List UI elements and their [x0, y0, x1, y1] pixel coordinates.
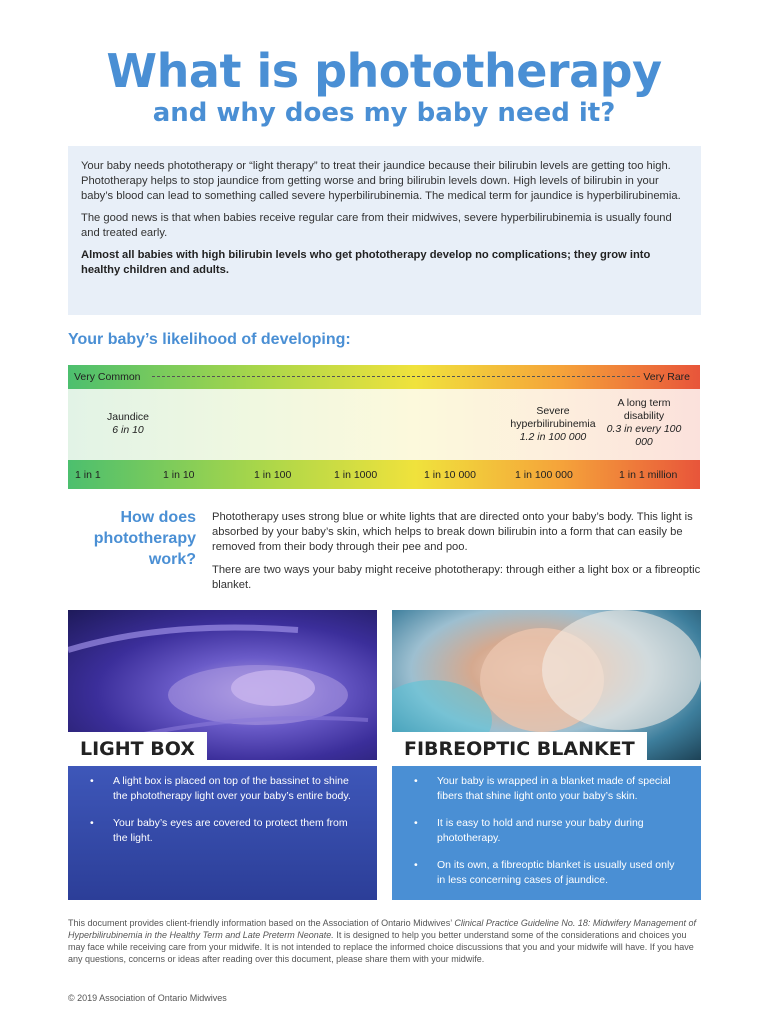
- scale-tick: 1 in 10: [163, 469, 195, 481]
- intro-box: [68, 146, 701, 315]
- fibreoptic-title: FIBREOPTIC BLANKET: [392, 732, 647, 766]
- footer-text-b: It is designed to help you better understand some of the considerations and choices you may face while receiving care from your midwife. It is not intended to replace the informed choice discussions that you and your midwife will have. If you have any questions, concerns or ideas after reading over this document, please share them with your midwife.: [68, 930, 694, 964]
- how-paragraph-2: There are two ways your baby might receive phototherapy: through either a light box or a fibreoptic blanket.: [212, 564, 701, 591]
- how-heading: How does phototherapy work?: [93, 509, 196, 568]
- list-item: • A light box is placed on top of the bassinet to shine the phototherapy light over your baby’s entire body.: [90, 775, 351, 802]
- how-body: [212, 510, 704, 601]
- footer-guideline-title: Clinical Practice Guideline No. 18: Midwifery Management of Hyperbilirubinemia in the Healthy Term and Late Preterm Neonate.: [68, 918, 696, 940]
- item-value: 6 in 10: [112, 424, 144, 436]
- very-rare-label: Very Rare: [643, 371, 690, 383]
- scale-items: [68, 389, 700, 460]
- scale-arrow-line: [152, 376, 640, 378]
- bullet-text: Your baby is wrapped in a blanket made of special fibers that shine light onto your baby’s skin.: [437, 775, 671, 802]
- page-subtitle: and why does my baby need it?: [152, 98, 616, 128]
- list-item: • On its own, a fibreoptic blanket is usually used only in less concerning cases of jaundice.: [414, 859, 675, 886]
- scale-tick: 1 in 1 million: [619, 469, 678, 481]
- light-box-title: LIGHT BOX: [68, 732, 207, 766]
- scale-tick: 1 in 10 000: [424, 469, 476, 481]
- likelihood-scale: [68, 365, 700, 489]
- scale-tick: 1 in 100: [254, 469, 292, 481]
- scale-tick: 1 in 1000: [334, 469, 378, 481]
- scale-bottom-bar: [68, 460, 700, 489]
- bullet-text: A light box is placed on top of the bassinet to shine the phototherapy light over your baby’s entire body.: [113, 775, 351, 802]
- item-value: 0.3 in every 100 000: [606, 423, 682, 448]
- footer-note: [68, 917, 700, 965]
- fibreoptic-body: [392, 766, 701, 900]
- bullet-text: Your baby’s eyes are covered to protect them from the light.: [113, 817, 348, 844]
- light-box-list: [88, 774, 357, 845]
- item-jaundice: [98, 411, 158, 437]
- light-box-body: [68, 766, 377, 900]
- item-name: Jaundice: [106, 411, 150, 423]
- intro-paragraph-1: Your baby needs phototherapy or “light therapy” to treat their jaundice because their bilirubin levels are getting too high. Phototherapy helps to stop jaundice from getting worse and bring bilirubin levels down. High levels of bilirubin in your baby’s blood can lead to something called severe hyperbilirubinemia. The medical term for jaundice is hyperbilirubinemia.: [81, 160, 681, 202]
- scale-tick: 1 in 100 000: [515, 469, 573, 481]
- scale-top-bar: [68, 365, 700, 389]
- page-title: What is phototherapy: [106, 44, 662, 98]
- intro-paragraph-3: Almost all babies with high bilirubin levels who get phototherapy develop no complications; they grow into healthy children and adults.: [81, 249, 651, 276]
- bullet-text: It is easy to hold and nurse your baby during phototherapy.: [437, 817, 644, 844]
- list-item: • It is easy to hold and nurse your baby during phototherapy.: [414, 817, 644, 844]
- list-item: • Your baby is wrapped in a blanket made of special fibers that shine light onto your baby’s skin.: [414, 775, 671, 802]
- intro-paragraph-2: The good news is that when babies receive regular care from their midwives, severe hyperbilirubinemia is usually found and treated early.: [81, 212, 672, 239]
- list-item: • Your baby’s eyes are covered to protect them from the light.: [90, 817, 348, 844]
- item-value: 1.2 in 100 000: [519, 431, 587, 443]
- fibreoptic-panel: [392, 610, 701, 900]
- fibreoptic-list: [412, 774, 681, 887]
- light-box-panel: [68, 610, 377, 900]
- item-name: Severe hyperbilirubinemia: [510, 405, 596, 430]
- scale-tick: 1 in 1: [75, 469, 101, 481]
- item-name: A long term disability: [617, 397, 671, 422]
- very-common-label: Very Common: [74, 371, 141, 383]
- bullet-text: On its own, a fibreoptic blanket is usually used only in less concerning cases of jaundice.: [437, 859, 675, 886]
- item-long-term-disability: [606, 397, 682, 449]
- likelihood-heading: Your baby’s likelihood of developing:: [68, 331, 351, 348]
- copyright: © 2019 Association of Ontario Midwives: [68, 993, 227, 1003]
- footer-text-a: This document provides client-friendly information based on the Association of Ontario Midwives’: [68, 918, 455, 928]
- how-paragraph-1: Phototherapy uses strong blue or white lights that are directed onto your baby’s body. This light is absorbed by your baby’s skin, which helps to break down bilirubin into a form that can easily be removed from their body through their pee and poo.: [212, 511, 693, 553]
- item-severe-hyperbilirubinemia: [498, 405, 608, 444]
